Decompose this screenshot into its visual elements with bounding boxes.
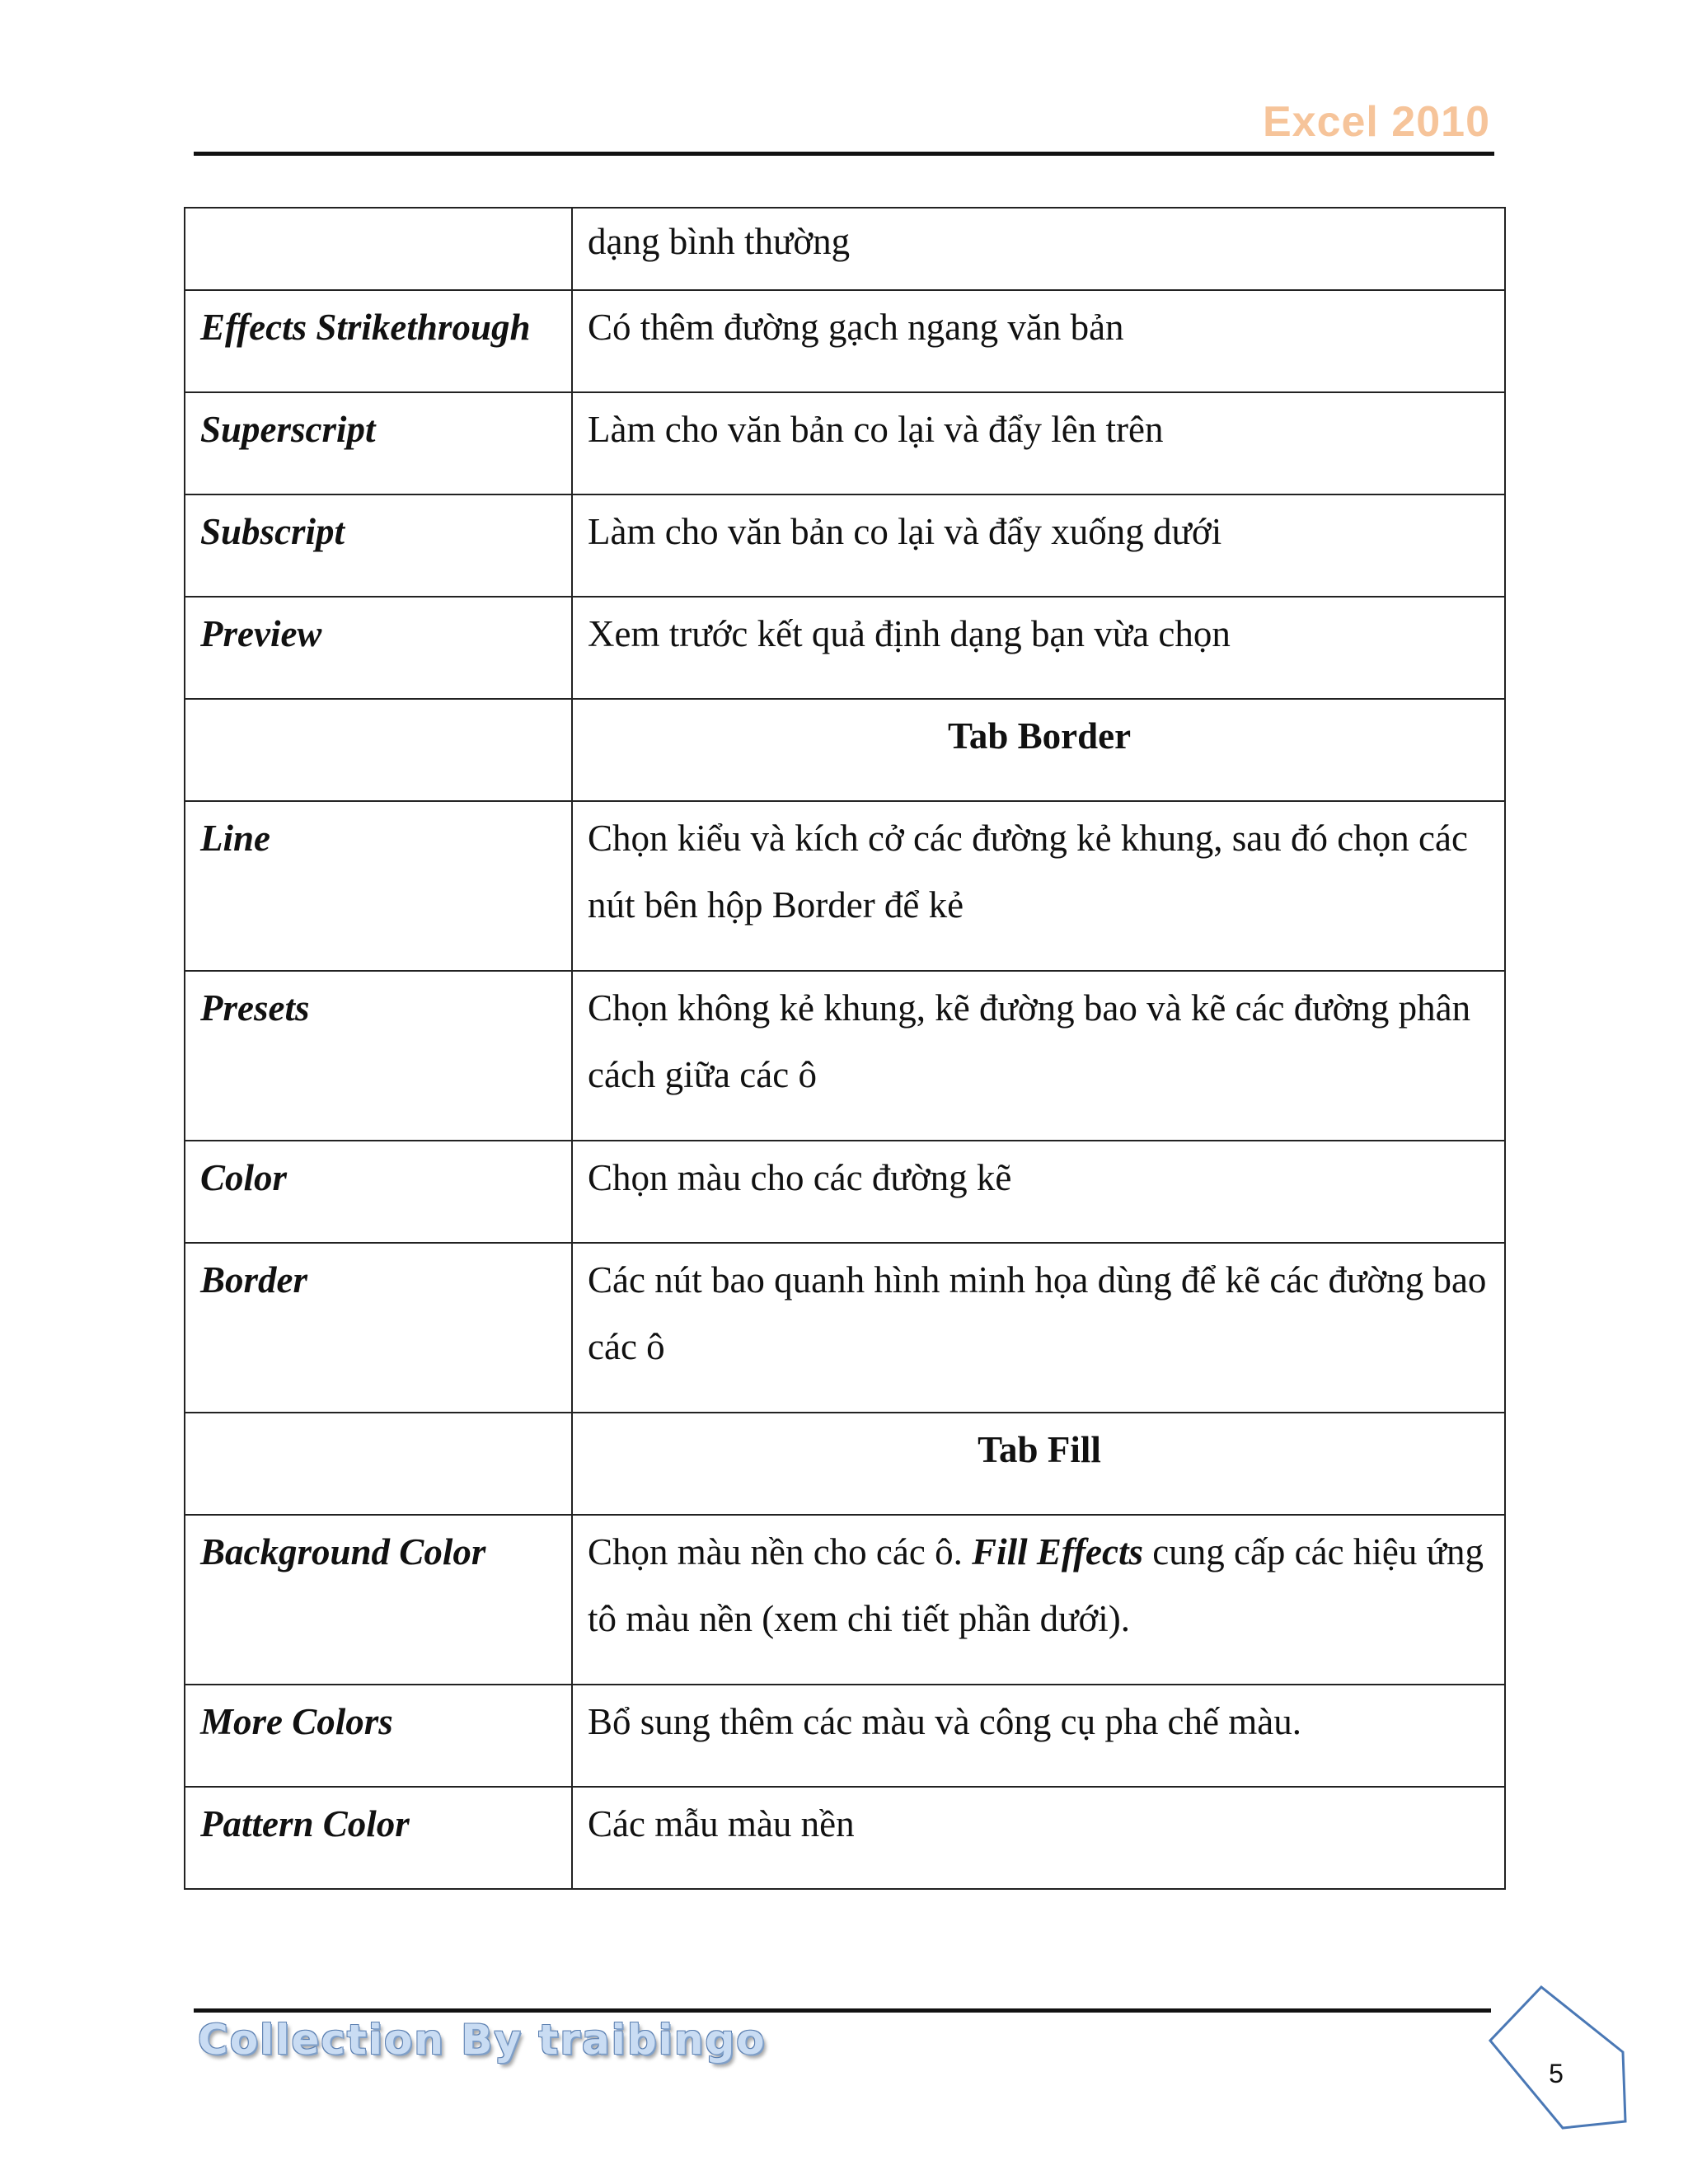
description-cell: Chọn màu cho các đường kẽ bbox=[572, 1141, 1505, 1243]
table-row bbox=[185, 1243, 1505, 1413]
table-row bbox=[185, 392, 1505, 494]
term-cell: Line bbox=[185, 801, 572, 971]
term-cell: Preview bbox=[185, 597, 572, 699]
term-cell bbox=[185, 699, 572, 801]
term-cell bbox=[185, 1413, 572, 1515]
page-number: 5 bbox=[1549, 2059, 1564, 2088]
description-text: cung cấp các hiệu ứng tô màu nền (xem chi tiết phần dưới). bbox=[588, 1531, 1484, 1639]
table-row bbox=[185, 494, 1505, 597]
header-rule bbox=[194, 152, 1494, 156]
description-emphasis: Fill Effects bbox=[972, 1531, 1144, 1572]
table-row bbox=[185, 208, 1505, 290]
table-row bbox=[185, 1685, 1505, 1787]
header-title: Excel 2010 bbox=[1262, 98, 1490, 146]
description-cell bbox=[572, 1515, 1505, 1685]
description-cell: Làm cho văn bản co lại và đẩy xuống dưới bbox=[572, 494, 1505, 597]
footer-brand: Collection By traibingo bbox=[198, 2016, 767, 2064]
footer-rule bbox=[194, 2008, 1491, 2013]
table-row bbox=[185, 971, 1505, 1141]
term-cell: More Colors bbox=[185, 1685, 572, 1787]
term-cell: Effects Strikethrough bbox=[185, 290, 572, 392]
description-text: Chọn màu nền cho các ô. bbox=[588, 1531, 973, 1572]
table-row bbox=[185, 801, 1505, 971]
section-heading: Tab Border bbox=[572, 699, 1505, 801]
section-row-tab-border bbox=[185, 699, 1505, 801]
term-cell: Border bbox=[185, 1243, 572, 1413]
description-cell: Bổ sung thêm các màu và công cụ pha chế màu. bbox=[572, 1685, 1505, 1787]
description-cell: Làm cho văn bản co lại và đẩy lên trên bbox=[572, 392, 1505, 494]
description-cell: Chọn kiểu và kích cở các đường kẻ khung, sau đó chọn các nút bên hộp Border để kẻ bbox=[572, 801, 1505, 971]
table-row bbox=[185, 1141, 1505, 1243]
description-cell: Các mẫu màu nền bbox=[572, 1787, 1505, 1889]
term-cell: Subscript bbox=[185, 494, 572, 597]
section-heading: Tab Fill bbox=[572, 1413, 1505, 1515]
description-cell: Các nút bao quanh hình minh họa dùng để kẽ các đường bao các ô bbox=[572, 1243, 1505, 1413]
description-cell: Có thêm đường gạch ngang văn bản bbox=[572, 290, 1505, 392]
term-cell: Superscript bbox=[185, 392, 572, 494]
section-row-tab-fill bbox=[185, 1413, 1505, 1515]
term-cell: Pattern Color bbox=[185, 1787, 572, 1889]
table-row bbox=[185, 1515, 1505, 1685]
table-row bbox=[185, 290, 1505, 392]
term-cell: Color bbox=[185, 1141, 572, 1243]
term-cell: Background Color bbox=[185, 1515, 572, 1685]
table-row bbox=[185, 1787, 1505, 1889]
description-cell: Chọn không kẻ khung, kẽ đường bao và kẽ các đường phân cách giữa các ô bbox=[572, 971, 1505, 1141]
term-cell: Presets bbox=[185, 971, 572, 1141]
description-cell: Xem trước kết quả định dạng bạn vừa chọn bbox=[572, 597, 1505, 699]
page-number-badge bbox=[1484, 1985, 1629, 2130]
format-cells-table bbox=[184, 207, 1506, 1890]
table-row bbox=[185, 597, 1505, 699]
term-cell bbox=[185, 208, 572, 290]
description-cell: dạng bình thường bbox=[572, 208, 1505, 290]
